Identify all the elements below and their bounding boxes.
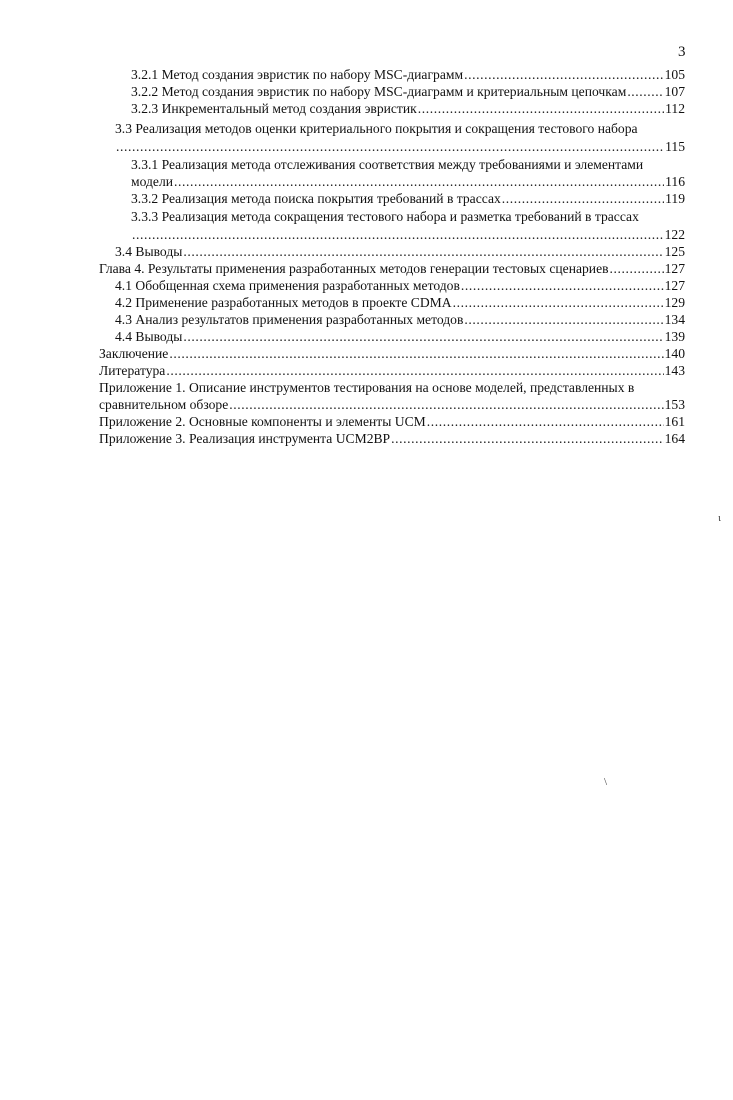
- toc-entry-title: 3.3.2 Реализация метода поиска покрытия требований в трассах: [131, 191, 501, 206]
- toc-entry-page: 122: [664, 227, 685, 242]
- toc-entry-page: 164: [664, 431, 685, 446]
- toc-entry-page: 119: [665, 191, 685, 206]
- toc-entry-page: 115: [665, 139, 685, 154]
- toc-entry[interactable]: [115, 329, 685, 345]
- toc-entry-title: 3.3.1 Реализация метода отслеживания соответствия между требованиями и элементами: [131, 157, 644, 172]
- toc-entry-title: сравнительном обзоре: [99, 397, 229, 412]
- toc-entry[interactable]: [99, 363, 685, 379]
- dot-leader: [427, 414, 664, 430]
- toc-entry-page: 107: [664, 84, 685, 99]
- dot-leader: [464, 312, 663, 328]
- toc-entry-title: 3.3.3 Реализация метода сокращения тестового набора и разметка требований в трассах: [131, 209, 639, 224]
- toc-entry-page: 125: [664, 244, 685, 259]
- dot-leader: [453, 295, 664, 311]
- dot-leader: [229, 397, 663, 413]
- toc-entry-title: Приложение 2. Основные компоненты и элементы UCM: [99, 414, 426, 429]
- dot-leader: [502, 191, 664, 207]
- toc-entry-page: 140: [664, 346, 685, 361]
- dot-leader: [132, 227, 664, 243]
- toc-entry-page: 161: [664, 414, 685, 429]
- toc-entry-title: Литература: [99, 363, 166, 378]
- toc-entry-page: 112: [665, 101, 685, 116]
- toc-entry-page: 127: [664, 261, 685, 276]
- toc-entry-title: Приложение 1. Описание инструментов тестирования на основе моделей, представленных в: [99, 380, 635, 395]
- toc-entry-title: Глава 4. Результаты применения разработанных методов генерации тестовых сценариев: [99, 261, 609, 276]
- dot-leader: [610, 261, 664, 277]
- dot-leader: [166, 363, 663, 379]
- toc-entry-title: 4.2 Применение разработанных методов в проекте CDMA: [115, 295, 452, 310]
- dot-leader: [461, 278, 664, 294]
- toc-entry-title: 4.3 Анализ результатов применения разработанных методов: [115, 312, 464, 327]
- toc-entry-title: 3.2.2 Метод создания эвристик по набору MSC-диаграмм и критериальным цепочкам: [131, 84, 627, 99]
- toc-entry[interactable]: [131, 101, 685, 117]
- dot-leader: [169, 346, 663, 362]
- toc-entry[interactable]: [115, 121, 685, 137]
- toc-entry-title: 3.2.1 Метод создания эвристик по набору MSC-диаграмм: [131, 67, 464, 82]
- toc-entry[interactable]: [115, 295, 685, 311]
- toc-entry-title: модели: [131, 174, 174, 189]
- toc-entry-title: 3.4 Выводы: [115, 244, 183, 259]
- toc-entry-page: 139: [664, 329, 685, 344]
- toc-entry-continuation[interactable]: [99, 397, 685, 413]
- toc-entry-title: 3.2.3 Инкрементальный метод создания эвристик: [131, 101, 417, 116]
- toc-entry[interactable]: [99, 380, 685, 396]
- dot-leader: [418, 101, 664, 117]
- toc-entry-title: Приложение 3. Реализация инструмента UCM2BP: [99, 431, 391, 446]
- toc-entry-page: 116: [665, 174, 685, 189]
- toc-entry-title: 4.4 Выводы: [115, 329, 183, 344]
- toc-entry-title: 3.3 Реализация методов оценки критериального покрытия и сокращения тестового набора: [115, 121, 638, 136]
- toc-entry-continuation[interactable]: [131, 227, 685, 243]
- toc-entry[interactable]: [115, 244, 685, 260]
- toc-entry-page: 129: [664, 295, 685, 310]
- toc-entry[interactable]: [99, 261, 685, 277]
- toc-entry[interactable]: [131, 67, 685, 83]
- toc-entry-page: 134: [664, 312, 685, 327]
- toc-entry-continuation[interactable]: [115, 139, 685, 155]
- dot-leader: [183, 244, 663, 260]
- page-number: 3: [678, 44, 686, 60]
- toc-entry-page: 153: [664, 397, 685, 412]
- scan-mark: \: [604, 776, 608, 788]
- toc-entry[interactable]: [115, 312, 685, 328]
- toc-entry[interactable]: [131, 191, 685, 207]
- dot-leader: [627, 84, 663, 100]
- dot-leader: [174, 174, 664, 190]
- dot-leader: [183, 329, 663, 345]
- dot-leader: [464, 67, 664, 83]
- toc-entry[interactable]: [131, 157, 685, 173]
- toc-entry[interactable]: [115, 278, 685, 294]
- toc-entry[interactable]: [99, 431, 685, 447]
- toc-entry-page: 127: [664, 278, 685, 293]
- dot-leader: [391, 431, 663, 447]
- dot-leader: [116, 139, 664, 155]
- toc-entry[interactable]: [131, 84, 685, 100]
- toc-entry-title: 4.1 Обобщенная схема применения разработанных методов: [115, 278, 460, 293]
- toc-entry-page: 143: [664, 363, 685, 378]
- toc-entry[interactable]: [99, 346, 685, 362]
- toc-entry-page: 105: [664, 67, 685, 82]
- toc-entry[interactable]: [131, 209, 685, 225]
- scan-mark: ι: [718, 512, 721, 524]
- toc-entry[interactable]: [99, 414, 685, 430]
- toc-entry-title: Заключение: [99, 346, 169, 361]
- toc-entry-continuation[interactable]: [131, 174, 685, 190]
